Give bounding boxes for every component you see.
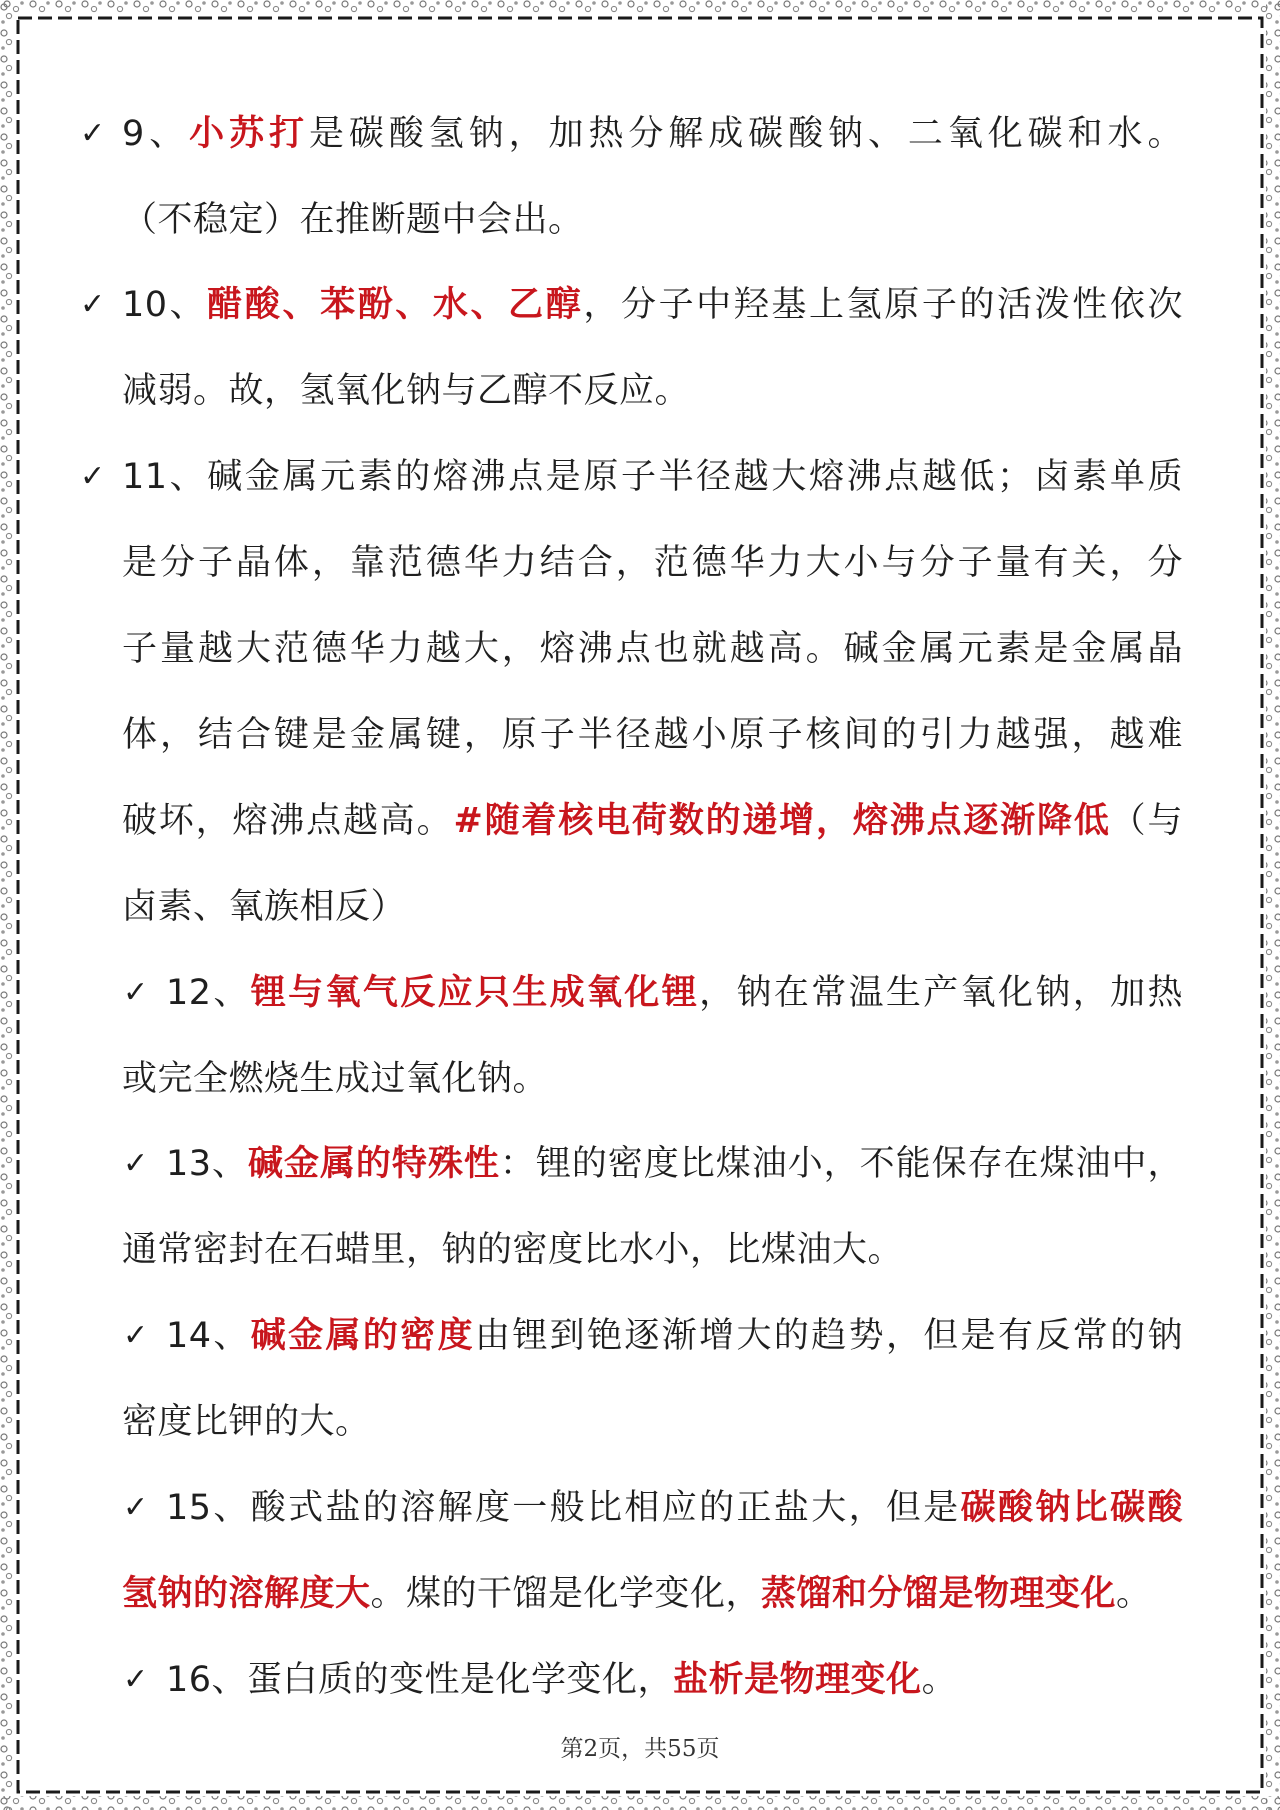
item-11-line-4 [122,713,1183,757]
body-text: 由锂到铯逐渐增大的趋势，但是有反常的钠 [474,1316,1183,1356]
highlighted-text: 碳酸钠比碳酸 [960,1488,1183,1528]
check-icon: ✓ [123,1490,149,1525]
highlighted-text: 氢钠的溶解度大 [122,1574,371,1614]
check-icon: ✓ [80,287,106,322]
item-15-line-1 [166,1486,1183,1530]
item-11-line-2 [122,541,1183,585]
check-icon: ✓ [123,1662,149,1697]
item-13-line-2 [122,1228,1183,1272]
body-text: （不稳定）在推断题中会出。 [122,200,584,240]
page-number: 第2页，共55页 [560,1736,720,1762]
highlighted-text: 小苏打 [189,114,309,154]
highlighted-text: 碱金属的特殊性 [248,1144,500,1184]
highlighted-text: #随着核电荷数的递增，熔沸点逐渐降低 [453,801,1111,841]
item-number: 16、 [166,1660,248,1700]
body-text: 是分子晶体，靠范德华力结合，范德华力大小与分子量有关，分 [122,543,1183,583]
body-text: （与 [1110,801,1183,841]
body-text: 蛋白质的变性是化学变化， [247,1660,674,1700]
item-number: 12、 [166,973,251,1013]
item-number: 10、 [122,285,208,325]
check-icon: ✓ [80,459,106,494]
body-text: 。煤的干馏是化学变化， [370,1574,762,1614]
check-icon: ✓ [123,1146,149,1181]
item-15-line-2 [122,1572,1183,1616]
item-number: 9、 [122,114,190,154]
body-text: 。 [921,1660,958,1700]
item-9-line-1 [122,112,1183,156]
check-icon: ✓ [123,975,149,1010]
highlighted-text: 锂与氧气反应只生成氧化锂 [250,973,700,1013]
body-text: 是碳酸氢钠，加热分解成碳酸钠、二氧化碳和水。 [308,114,1183,154]
body-text: ：锂的密度比煤油小，不能保存在煤油中， [499,1144,1183,1184]
body-text: 酸式盐的溶解度一般比相应的正盐大，但是 [250,1488,961,1528]
item-10-line-2 [122,369,1183,413]
body-text: ，分子中羟基上氢原子的活泼性依次 [583,285,1183,325]
item-number: 14、 [166,1316,251,1356]
item-11-line-5 [122,799,1183,843]
body-text: 破坏，熔沸点越高。 [122,801,454,841]
item-12-line-2 [122,1057,1183,1101]
highlighted-text: 醋酸、苯酚、水、乙醇 [207,285,584,325]
body-text: 体，结合键是金属键，原子半径越小原子核间的引力越强，越难 [122,715,1183,755]
item-9-line-2 [122,198,1183,242]
item-14-line-1 [166,1314,1183,1358]
body-text: 碱金属元素的熔沸点是原子半径越大熔沸点越低；卤素单质 [207,457,1183,497]
item-16-line-1 [166,1658,1183,1702]
body-text: 减弱。故，氢氧化钠与乙醇不反应。 [122,371,691,411]
body-text: 密度比钾的大。 [122,1402,371,1442]
item-13-line-1 [166,1142,1183,1186]
body-text: 或完全燃烧生成过氧化钠。 [122,1059,549,1099]
body-text: ，钠在常温生产氧化钠，加热 [699,973,1183,1013]
check-icon: ✓ [80,116,106,151]
item-number: 11、 [122,457,208,497]
check-icon: ✓ [123,1318,149,1353]
item-11-line-1 [122,455,1183,499]
item-10-line-1 [122,283,1183,327]
item-number: 15、 [166,1488,251,1528]
item-number: 13、 [166,1144,248,1184]
body-text: 通常密封在石蜡里，钠的密度比水小，比煤油大。 [122,1230,904,1270]
item-11-line-3 [122,627,1183,671]
item-11-line-6 [122,885,1183,929]
highlighted-text: 碱金属的密度 [250,1316,475,1356]
item-14-line-2 [122,1400,1183,1444]
body-text: 卤素、氧族相反） [122,887,407,927]
item-12-line-1 [166,971,1183,1015]
highlighted-text: 蒸馏和分馏是物理变化 [761,1574,1117,1614]
body-text: 。 [1116,1574,1152,1614]
highlighted-text: 盐析是物理变化 [673,1660,922,1700]
body-text: 子量越大范德华力越大，熔沸点也就越高。碱金属元素是金属晶 [122,629,1183,669]
